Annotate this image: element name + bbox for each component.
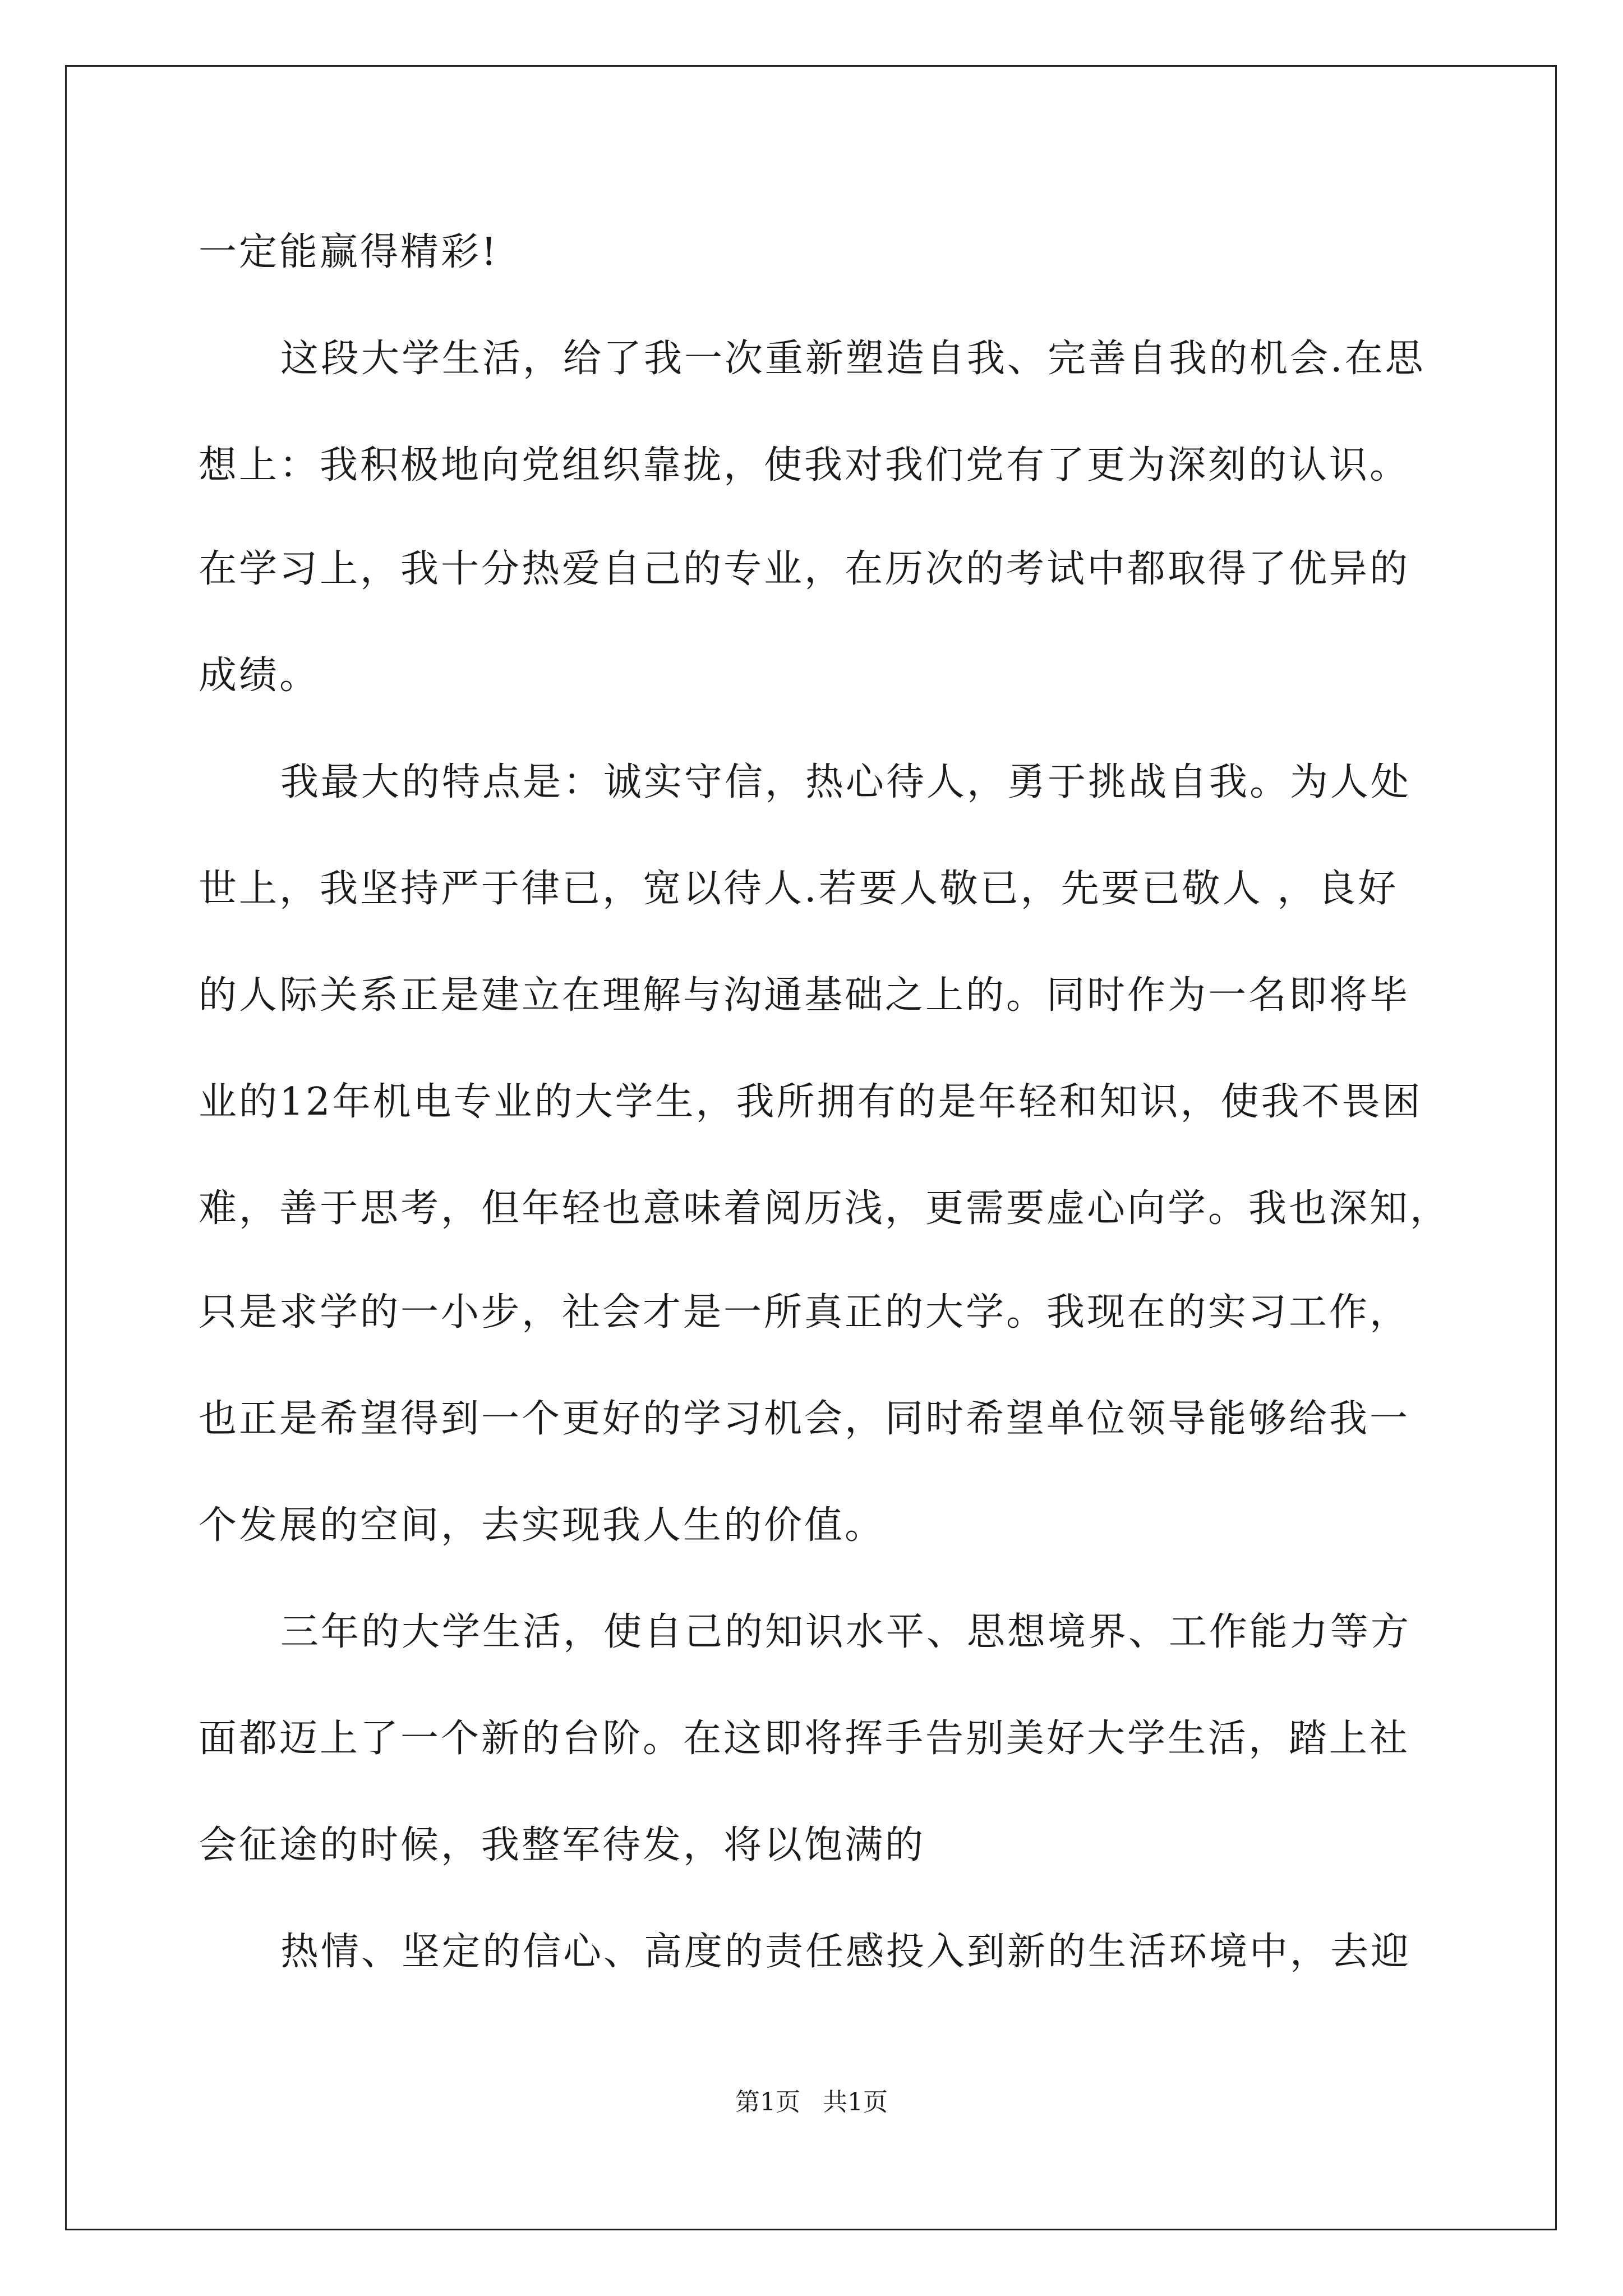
text-line: 一定能赢得精彩! bbox=[199, 230, 499, 274]
text-line: 只是求学的一小步，社会才是一所真正的大学。我现在的实习工作， bbox=[199, 1290, 1410, 1335]
text-line: 我最大的特点是：诚实守信，热心待人，勇于挑战自我。为人处 bbox=[280, 760, 1412, 804]
text-line: 三年的大学生活，使自己的知识水平、思想境界、工作能力等方 bbox=[280, 1610, 1412, 1654]
text-line: 世上，我坚持严于律已，宽以待人.若要人敬已，先要已敬人 ，良好 bbox=[199, 867, 1399, 911]
text-line: 想上：我积极地向党组织靠拢，使我对我们党有了更为深刻的认识。 bbox=[199, 443, 1410, 487]
text-line: 个发展的空间，去实现我人生的价值。 bbox=[199, 1503, 886, 1548]
page-footer bbox=[0, 2087, 1623, 2118]
text-line: 也正是希望得到一个更好的学习机会，同时希望单位领导能够给我一 bbox=[199, 1397, 1410, 1441]
text-line: 面都迈上了一个新的台阶。在这即将挥手告别美好大学生活，踏上社 bbox=[199, 1717, 1410, 1761]
text-line: 热情、坚定的信心、高度的责任感投入到新的生活环境中，去迎 bbox=[280, 1930, 1412, 1974]
text-line: 的人际关系正是建立在理解与沟通基础之上的。同时作为一名即将毕 bbox=[199, 973, 1410, 1018]
text-line: 成绩。 bbox=[199, 654, 320, 698]
page-border bbox=[65, 65, 1557, 2230]
text-line: 这段大学生活，给了我一次重新塑造自我、完善自我的机会.在思 bbox=[280, 337, 1426, 381]
page-number-current: 第1页 bbox=[735, 2088, 800, 2116]
text-line: 在学习上，我十分热爱自己的专业，在历次的考试中都取得了优异的 bbox=[199, 547, 1410, 591]
text-line: 业的12年机电专业的大学生，我所拥有的是年轻和知识，使我不畏困 bbox=[199, 1080, 1423, 1124]
text-line: 难，善于思考，但年轻也意味着阅历浅，更需要虚心向学。我也深知， bbox=[199, 1186, 1451, 1231]
page-number-total: 共1页 bbox=[823, 2088, 888, 2116]
text-line: 会征途的时候，我整军待发，将以饱满的 bbox=[199, 1823, 926, 1867]
